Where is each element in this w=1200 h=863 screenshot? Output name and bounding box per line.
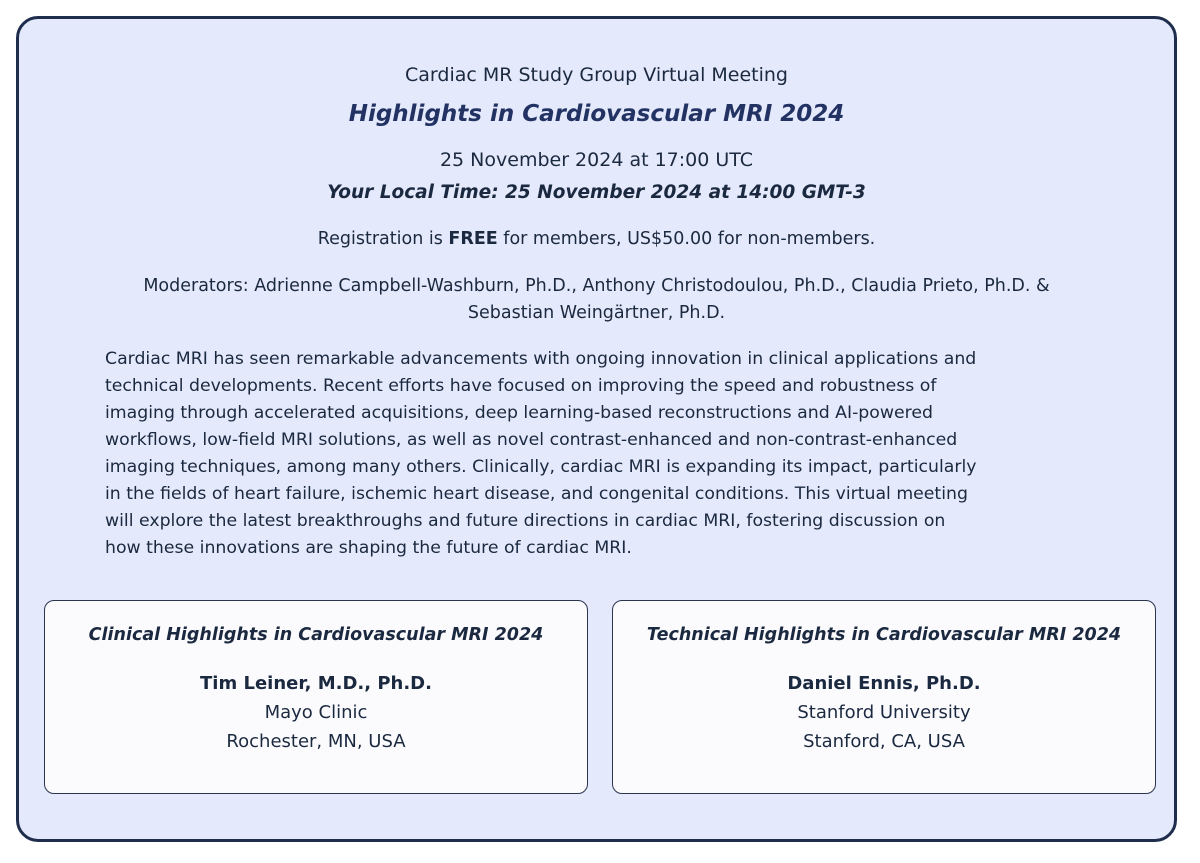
registration-suffix: for members, US$50.00 for non-members. <box>497 229 876 249</box>
moderators-line-1: Moderators: Adrienne Campbell-Washburn, Ph.D., Anthony Christodoulou, Ph.D., Claudia Prieto, Ph.D. & <box>143 276 1050 296</box>
description-line: imaging techniques, among many others. Clinically, cardiac MRI is expanding its impact, particularly <box>105 457 977 477</box>
local-time: Your Local Time: 25 November 2024 at 14:00 GMT-3 <box>327 182 866 203</box>
registration-info <box>19 229 1174 249</box>
speaker-location: Stanford, CA, USA <box>803 731 965 752</box>
description-line: technical developments. Recent efforts have focused on improving the speed and robustness of <box>105 376 937 396</box>
description-line: how these innovations are shaping the future of cardiac MRI. <box>105 538 632 558</box>
speaker-institution: Mayo Clinic <box>264 702 368 723</box>
description-line: in the fields of heart failure, ischemic heart disease, and congenital conditions. This virtual meeting <box>105 484 968 504</box>
description-line: will explore the latest breakthroughs and future directions in cardiac MRI, fostering discussion on <box>105 511 946 531</box>
group-name: Cardiac MR Study Group Virtual Meeting <box>405 64 788 86</box>
registration-free: FREE <box>448 229 498 249</box>
speaker-name: Daniel Ennis, Ph.D. <box>787 673 981 694</box>
speaker-institution: Stanford University <box>797 702 971 723</box>
meeting-description <box>105 346 1105 562</box>
description-line: imaging through accelerated acquisitions, deep learning-based reconstructions and AI-powered <box>105 403 933 423</box>
session-title: Clinical Highlights in Cardiovascular MRI 2024 <box>88 625 544 645</box>
session-card-technical <box>612 600 1156 794</box>
speaker-name: Tim Leiner, M.D., Ph.D. <box>200 673 432 694</box>
moderators-line-2: Sebastian Weingärtner, Ph.D. <box>467 303 726 323</box>
description-line: Cardiac MRI has seen remarkable advancements with ongoing innovation in clinical applications and <box>105 349 977 369</box>
registration-prefix: Registration is <box>317 229 449 249</box>
session-title: Technical Highlights in Cardiovascular MRI 2024 <box>646 625 1122 645</box>
moderators <box>19 273 1174 327</box>
description-line: workflows, low-field MRI solutions, as well as novel contrast-enhanced and non-contrast-enhanced <box>105 430 958 450</box>
speaker-location: Rochester, MN, USA <box>226 731 406 752</box>
meeting-title: Highlights in Cardiovascular MRI 2024 <box>348 101 845 127</box>
utc-time: 25 November 2024 at 17:00 UTC <box>439 149 754 171</box>
session-card-clinical <box>44 600 588 794</box>
event-card <box>16 16 1177 842</box>
